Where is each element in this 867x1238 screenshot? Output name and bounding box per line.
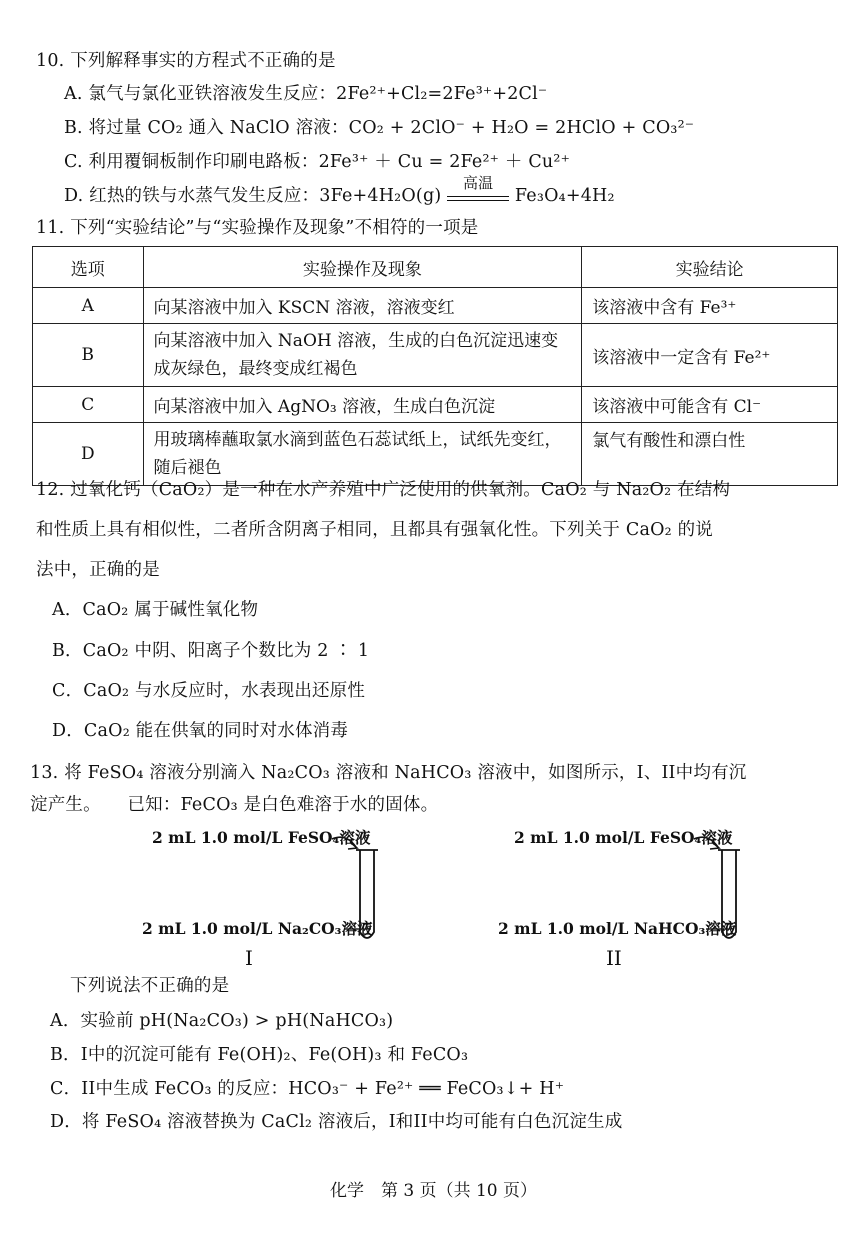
table-cell-conclusion: 氯气有酸性和漂白性 bbox=[582, 423, 838, 486]
q12-option-a: A．CaO₂ 属于碱性氧化物 bbox=[52, 600, 259, 620]
table-cell-conclusion: 该溶液中含有 Fe³⁺ bbox=[582, 288, 838, 324]
table-cell-conclusion: 该溶液中一定含有 Fe²⁺ bbox=[582, 324, 838, 387]
page-footer: 化学 第 3 页（共 10 页） bbox=[329, 1181, 538, 1201]
table-row bbox=[33, 288, 838, 324]
fig1-top-label: 2 mL 1.0 mol/L FeSO₄溶液 bbox=[152, 828, 371, 847]
table-header: 选项 bbox=[33, 247, 144, 288]
q12-option-b: B．CaO₂ 中阴、阳离子个数比为 2 ∶ 1 bbox=[52, 641, 370, 661]
test-tube-1 bbox=[330, 828, 390, 948]
reaction-condition-label: 高温 bbox=[462, 174, 494, 192]
table-row bbox=[33, 387, 838, 423]
fig2-bottom-label: 2 mL 1.0 mol/L NaHCO₃溶液 bbox=[498, 919, 737, 938]
q13-sub-stem: 下列说法不正确的是 bbox=[70, 976, 230, 996]
q12-option-c: C．CaO₂ 与水反应时，水表现出还原性 bbox=[52, 681, 366, 701]
q11-table bbox=[32, 246, 838, 486]
q10-option-c: C. 利用覆铜板制作印刷电路板：2Fe³⁺ ＋ Cu = 2Fe²⁺ ＋ Cu²⁺ bbox=[64, 152, 571, 172]
test-tube-2 bbox=[692, 828, 752, 948]
table-header: 实验结论 bbox=[582, 247, 838, 288]
fig2-label: II bbox=[606, 946, 622, 970]
table-cell-option: B bbox=[33, 324, 144, 387]
table-cell-operation: 向某溶液中加入 AgNO₃ 溶液，生成白色沉淀 bbox=[143, 387, 582, 423]
fig2-top-label: 2 mL 1.0 mol/L FeSO₄溶液 bbox=[514, 828, 733, 847]
q12-stem-line-2: 和性质上具有相似性，二者所含阴离子相同，且都具有强氧化性。下列关于 CaO₂ 的说 bbox=[36, 520, 714, 540]
table-cell-operation: 用玻璃棒蘸取氯水滴到蓝色石蕊试纸上，试纸先变红，随后褪色 bbox=[143, 423, 582, 486]
q10-option-a: A. 氯气与氯化亚铁溶液发生反应：2Fe²⁺+Cl₂=2Fe³⁺+2Cl⁻ bbox=[64, 84, 548, 104]
table-header: 实验操作及现象 bbox=[143, 247, 582, 288]
table-cell-conclusion: 该溶液中可能含有 Cl⁻ bbox=[582, 387, 838, 423]
table-header-row bbox=[33, 247, 838, 288]
q10-stem: 10. 下列解释事实的方程式不正确的是 bbox=[36, 51, 336, 71]
table-cell-operation: 向某溶液中加入 NaOH 溶液，生成的白色沉淀迅速变成灰绿色，最终变成红褐色 bbox=[143, 324, 582, 387]
fig1-bottom-label: 2 mL 1.0 mol/L Na₂CO₃溶液 bbox=[142, 919, 373, 938]
q12-stem-line-3: 法中，正确的是 bbox=[36, 560, 160, 580]
table-cell-operation: 向某溶液中加入 KSCN 溶液，溶液变红 bbox=[143, 288, 582, 324]
table-cell-option: C bbox=[33, 387, 144, 423]
q13-option-c: C．II中生成 FeCO₃ 的反应：HCO₃⁻ + Fe²⁺ ══ FeCO₃↓+ H⁺ bbox=[50, 1079, 565, 1099]
q13-option-b: B．I中的沉淀可能有 Fe(OH)₂、Fe(OH)₃ 和 FeCO₃ bbox=[50, 1045, 469, 1065]
q10-option-b: B. 将过量 CO₂ 通入 NaClO 溶液：CO₂ + 2ClO⁻ + H₂O = 2HClO + CO₃²⁻ bbox=[64, 118, 695, 138]
q12-option-d: D．CaO₂ 能在供氧的同时对水体消毒 bbox=[52, 721, 349, 741]
fig1-label: I bbox=[245, 946, 253, 970]
q13-stem-line-1: 13. 将 FeSO₄ 溶液分别滴入 Na₂CO₃ 溶液和 NaHCO₃ 溶液中，如图所示，I、II中均有沉 bbox=[30, 763, 747, 783]
table-cell-option: A bbox=[33, 288, 144, 324]
q10-option-d bbox=[64, 174, 615, 207]
table-cell-option: D bbox=[33, 423, 144, 486]
q13-option-a: A．实验前 pH(Na₂CO₃) > pH(NaHCO₃) bbox=[50, 1011, 394, 1031]
q12-stem-line-1: 12. 过氧化钙（CaO₂）是一种在水产养殖中广泛使用的供氧剂。CaO₂ 与 Na₂O₂ 在结构 bbox=[36, 480, 731, 500]
table-row bbox=[33, 324, 838, 387]
q11-stem: 11. 下列“实验结论”与“实验操作及现象”不相符的一项是 bbox=[36, 218, 479, 238]
q10-option-d-prefix: D. 红热的铁与水蒸气发生反应：3Fe+4H₂O(g) bbox=[64, 186, 442, 206]
q13-option-d: D．将 FeSO₄ 溶液替换为 CaCl₂ 溶液后，I和II中均可能有白色沉淀生成 bbox=[50, 1112, 623, 1132]
q13-stem-line-2: 淀产生。 已知：FeCO₃ 是白色难溶于水的固体。 bbox=[30, 795, 439, 815]
reaction-condition-arrow bbox=[447, 174, 509, 201]
q10-option-d-suffix: Fe₃O₄+4H₂ bbox=[514, 186, 615, 206]
